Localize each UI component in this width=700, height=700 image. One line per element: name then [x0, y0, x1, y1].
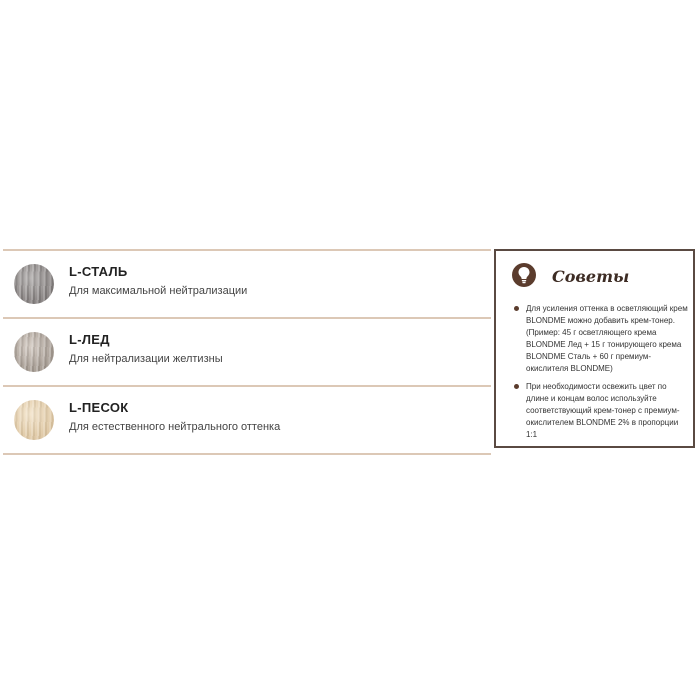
- shade-description: Для нейтрализации желтизны: [69, 353, 223, 365]
- hair-swatch-icon: [14, 332, 54, 372]
- tips-list: [514, 303, 689, 447]
- lightbulb-icon: [512, 263, 536, 287]
- shade-name: L-СТАЛЬ: [69, 264, 128, 279]
- shade-row-ice: [3, 319, 491, 387]
- hair-swatch-icon: [14, 264, 54, 304]
- shade-row-sand: [3, 387, 491, 455]
- tips-panel: [494, 249, 695, 448]
- shade-description: Для естественного нейтрального оттенка: [69, 421, 281, 433]
- tip-item: Для усиления оттенка в осветляющий крем BLONDME можно добавить крем-тонер. (Пример: 45 г осветляющего крема BLONDME Лед + 15 г тонирующего крема BLONDME Сталь + 60 г премиум-окислителя BLONDME): [514, 303, 689, 375]
- tips-title: Советы: [552, 267, 630, 286]
- hair-swatch-icon: [14, 400, 54, 440]
- shades-list: [3, 249, 491, 455]
- tip-item: При необходимости освежить цвет по длине и концам волос используйте соответствующий крем-тонер с премиум-окислителем BLONDME 2% в пропорции 1:1: [514, 381, 689, 441]
- shade-name: L-ПЕСОК: [69, 400, 129, 415]
- shade-row-steel: [3, 251, 491, 319]
- shade-name: L-ЛЕД: [69, 332, 110, 347]
- shade-description: Для максимальной нейтрализации: [69, 285, 248, 297]
